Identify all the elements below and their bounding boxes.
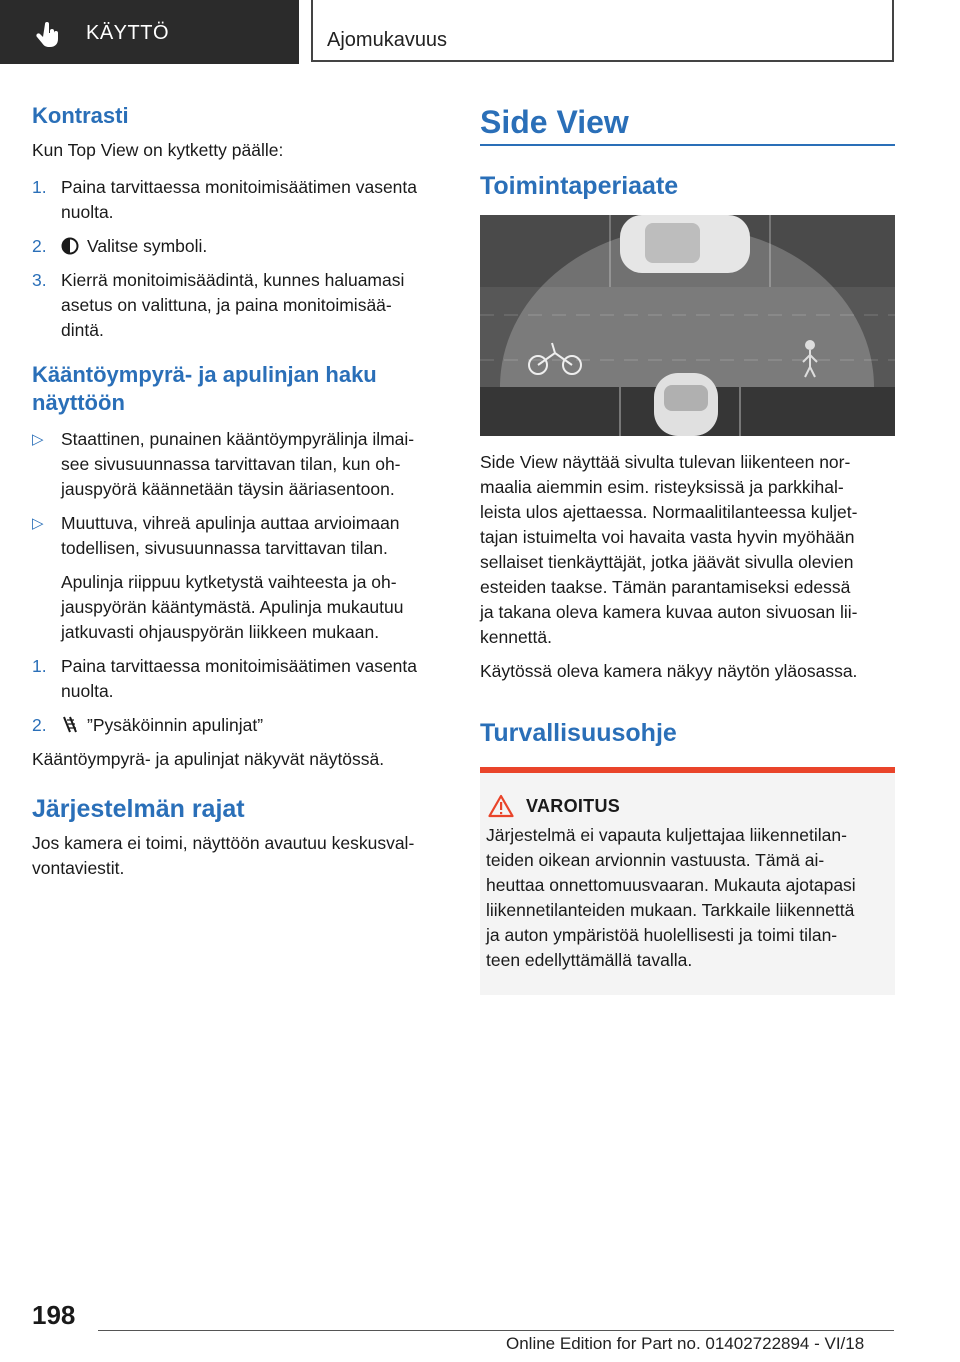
rajat-text	[32, 831, 450, 881]
bullet-text: see sivusuunnassa tarvittavan tilan, kun oh-	[61, 454, 401, 474]
page-title: Side View	[480, 104, 629, 140]
warning-title: VAROITUS	[526, 795, 621, 816]
warning-line: ja auton ympäristöä huolellisesti ja toimi tilan-	[486, 925, 838, 945]
rajat-line: Jos kamera ei toimi, näyttöön avautuu keskusval-	[32, 833, 415, 853]
title-rule	[480, 144, 895, 146]
principle-line: kennettä.	[480, 627, 552, 647]
chapter-title: Ajomukavuus	[327, 29, 448, 51]
note-text: Apulinja riippuu kytketystä vaihteesta ja oh-	[61, 572, 397, 592]
step-number: 1.	[32, 177, 47, 197]
step-text: nuolta.	[61, 202, 114, 222]
step-text: asetus on valittuna, ja paina monitoimisää-	[61, 295, 392, 315]
step-text: dintä.	[61, 320, 104, 340]
kaanto-bullet-1	[32, 427, 450, 502]
kontrasti-step-1	[32, 175, 450, 225]
rajat-heading: Järjestelmän rajat	[32, 795, 245, 823]
warning-box	[480, 767, 895, 995]
note-text: jauspyörän kääntymästä. Apulinja mukautuu	[61, 597, 404, 617]
step-text: ”Pysäköinnin apulinjat”	[87, 715, 264, 735]
step-number: 2.	[32, 715, 47, 735]
step-number: 1.	[32, 656, 47, 676]
step-text: Paina tarvittaessa monitoimisäätimen vasenta	[61, 656, 418, 676]
hand-pointer-icon	[36, 22, 62, 48]
step-number: 3.	[32, 270, 47, 290]
footer-edition: Online Edition for Part no. 01402722894 - VI/18	[506, 1334, 865, 1353]
contrast-icon	[61, 237, 79, 255]
step-text: nuolta.	[61, 681, 114, 701]
warning-line: heuttaa onnettomuusvaaran. Mukauta ajotapasi	[486, 875, 856, 895]
kaanto-bullets	[32, 427, 450, 645]
bullet-text: Staattinen, punainen kääntöympyrälinja ilmai-	[61, 429, 415, 449]
bullet-triangle-icon: ▷	[32, 431, 44, 448]
kaanto-step-1	[32, 654, 450, 704]
safety-heading: Turvallisuusohje	[480, 719, 677, 747]
bullet-triangle-icon: ▷	[32, 515, 44, 532]
kaanto-step-2	[32, 713, 450, 738]
bullet-text: todellisen, sivusuunnassa tarvittavan tilan.	[61, 538, 388, 558]
kontrasti-step-3	[32, 268, 450, 343]
principle-line: ja takana oleva kamera kuvaa auton sivuosan lii-	[480, 602, 858, 622]
kaanto-steps	[32, 654, 450, 738]
kontrasti-heading: Kontrasti	[32, 103, 129, 128]
warning-text	[480, 818, 895, 973]
side-view-illustration	[480, 215, 895, 436]
kontrasti-step-2	[32, 234, 450, 259]
page-number: 198	[32, 1300, 76, 1330]
right-column	[480, 102, 895, 995]
bullet-text: Muuttuva, vihreä apulinja auttaa arvioimaan	[61, 513, 400, 533]
warning-line: liikennetilanteiden mukaan. Tarkkaile liikennettä	[486, 900, 855, 920]
kaanto-bullet-2	[32, 511, 450, 561]
parking-lines-icon	[61, 716, 79, 734]
left-column	[32, 102, 450, 881]
warning-line: Järjestelmä ei vapauta kuljettajaa liikennetilan-	[486, 825, 847, 845]
principle-line: Side View näyttää sivulta tulevan liikenteen nor-	[480, 452, 851, 472]
principle-heading: Toimintaperiaate	[480, 172, 679, 200]
note-text: jatkuvasti ohjauspyörän liikkeen mukaan.	[61, 622, 380, 642]
bullet-text: jauspyörä käännetään täysin ääriasentoon.	[61, 479, 395, 499]
heading-line: Kääntöympyrä- ja apulinjan haku	[32, 362, 377, 387]
section-tab-label: KÄYTTÖ	[86, 22, 170, 44]
warning-triangle-icon	[488, 794, 514, 818]
heading-line: näyttöön	[32, 390, 125, 415]
section-tab[interactable]	[0, 0, 299, 64]
principle-line: tajan istuimelta voi havaita vasta hyvin myöhään	[480, 527, 855, 547]
rajat-line: vontaviestit.	[32, 858, 125, 878]
step-text: Paina tarvittaessa monitoimisäätimen vasenta	[61, 177, 418, 197]
warning-header	[480, 773, 895, 818]
footer-rule	[98, 1330, 894, 1331]
principle-line: maalia aiemmin esim. risteyksissä ja parkkihal-	[480, 477, 844, 497]
step-text: Kierrä monitoimisäädintä, kunnes haluamasi	[61, 270, 405, 290]
warning-line: teiden oikean arvionnin vastuusta. Tämä ai-	[486, 850, 825, 870]
kaanto-bullet-note	[32, 570, 450, 645]
principle-text	[480, 450, 895, 650]
kaanto-result: Kääntöympyrä- ja apulinjat näkyvät näytössä.	[32, 749, 385, 769]
camera-note: Käytössä oleva kamera näkyy näytön yläosassa.	[480, 661, 858, 681]
kaanto-heading	[32, 361, 450, 417]
step-number: 2.	[32, 236, 47, 256]
kontrasti-intro: Kun Top View on kytketty päälle:	[32, 140, 284, 160]
chapter-header	[311, 0, 894, 62]
principle-line: esteiden taakse. Tämän parantamiseksi edessä	[480, 577, 851, 597]
kontrasti-steps	[32, 175, 450, 343]
warning-line: teen edellyttämällä tavalla.	[486, 950, 693, 970]
principle-line: sellaiset tienkäyttäjät, jotka jäävät sivulla olevien	[480, 552, 854, 572]
step-text: Valitse symboli.	[87, 236, 208, 256]
principle-line: leista ulos ajettaessa. Normaalitilanteessa kuljet-	[480, 502, 858, 522]
